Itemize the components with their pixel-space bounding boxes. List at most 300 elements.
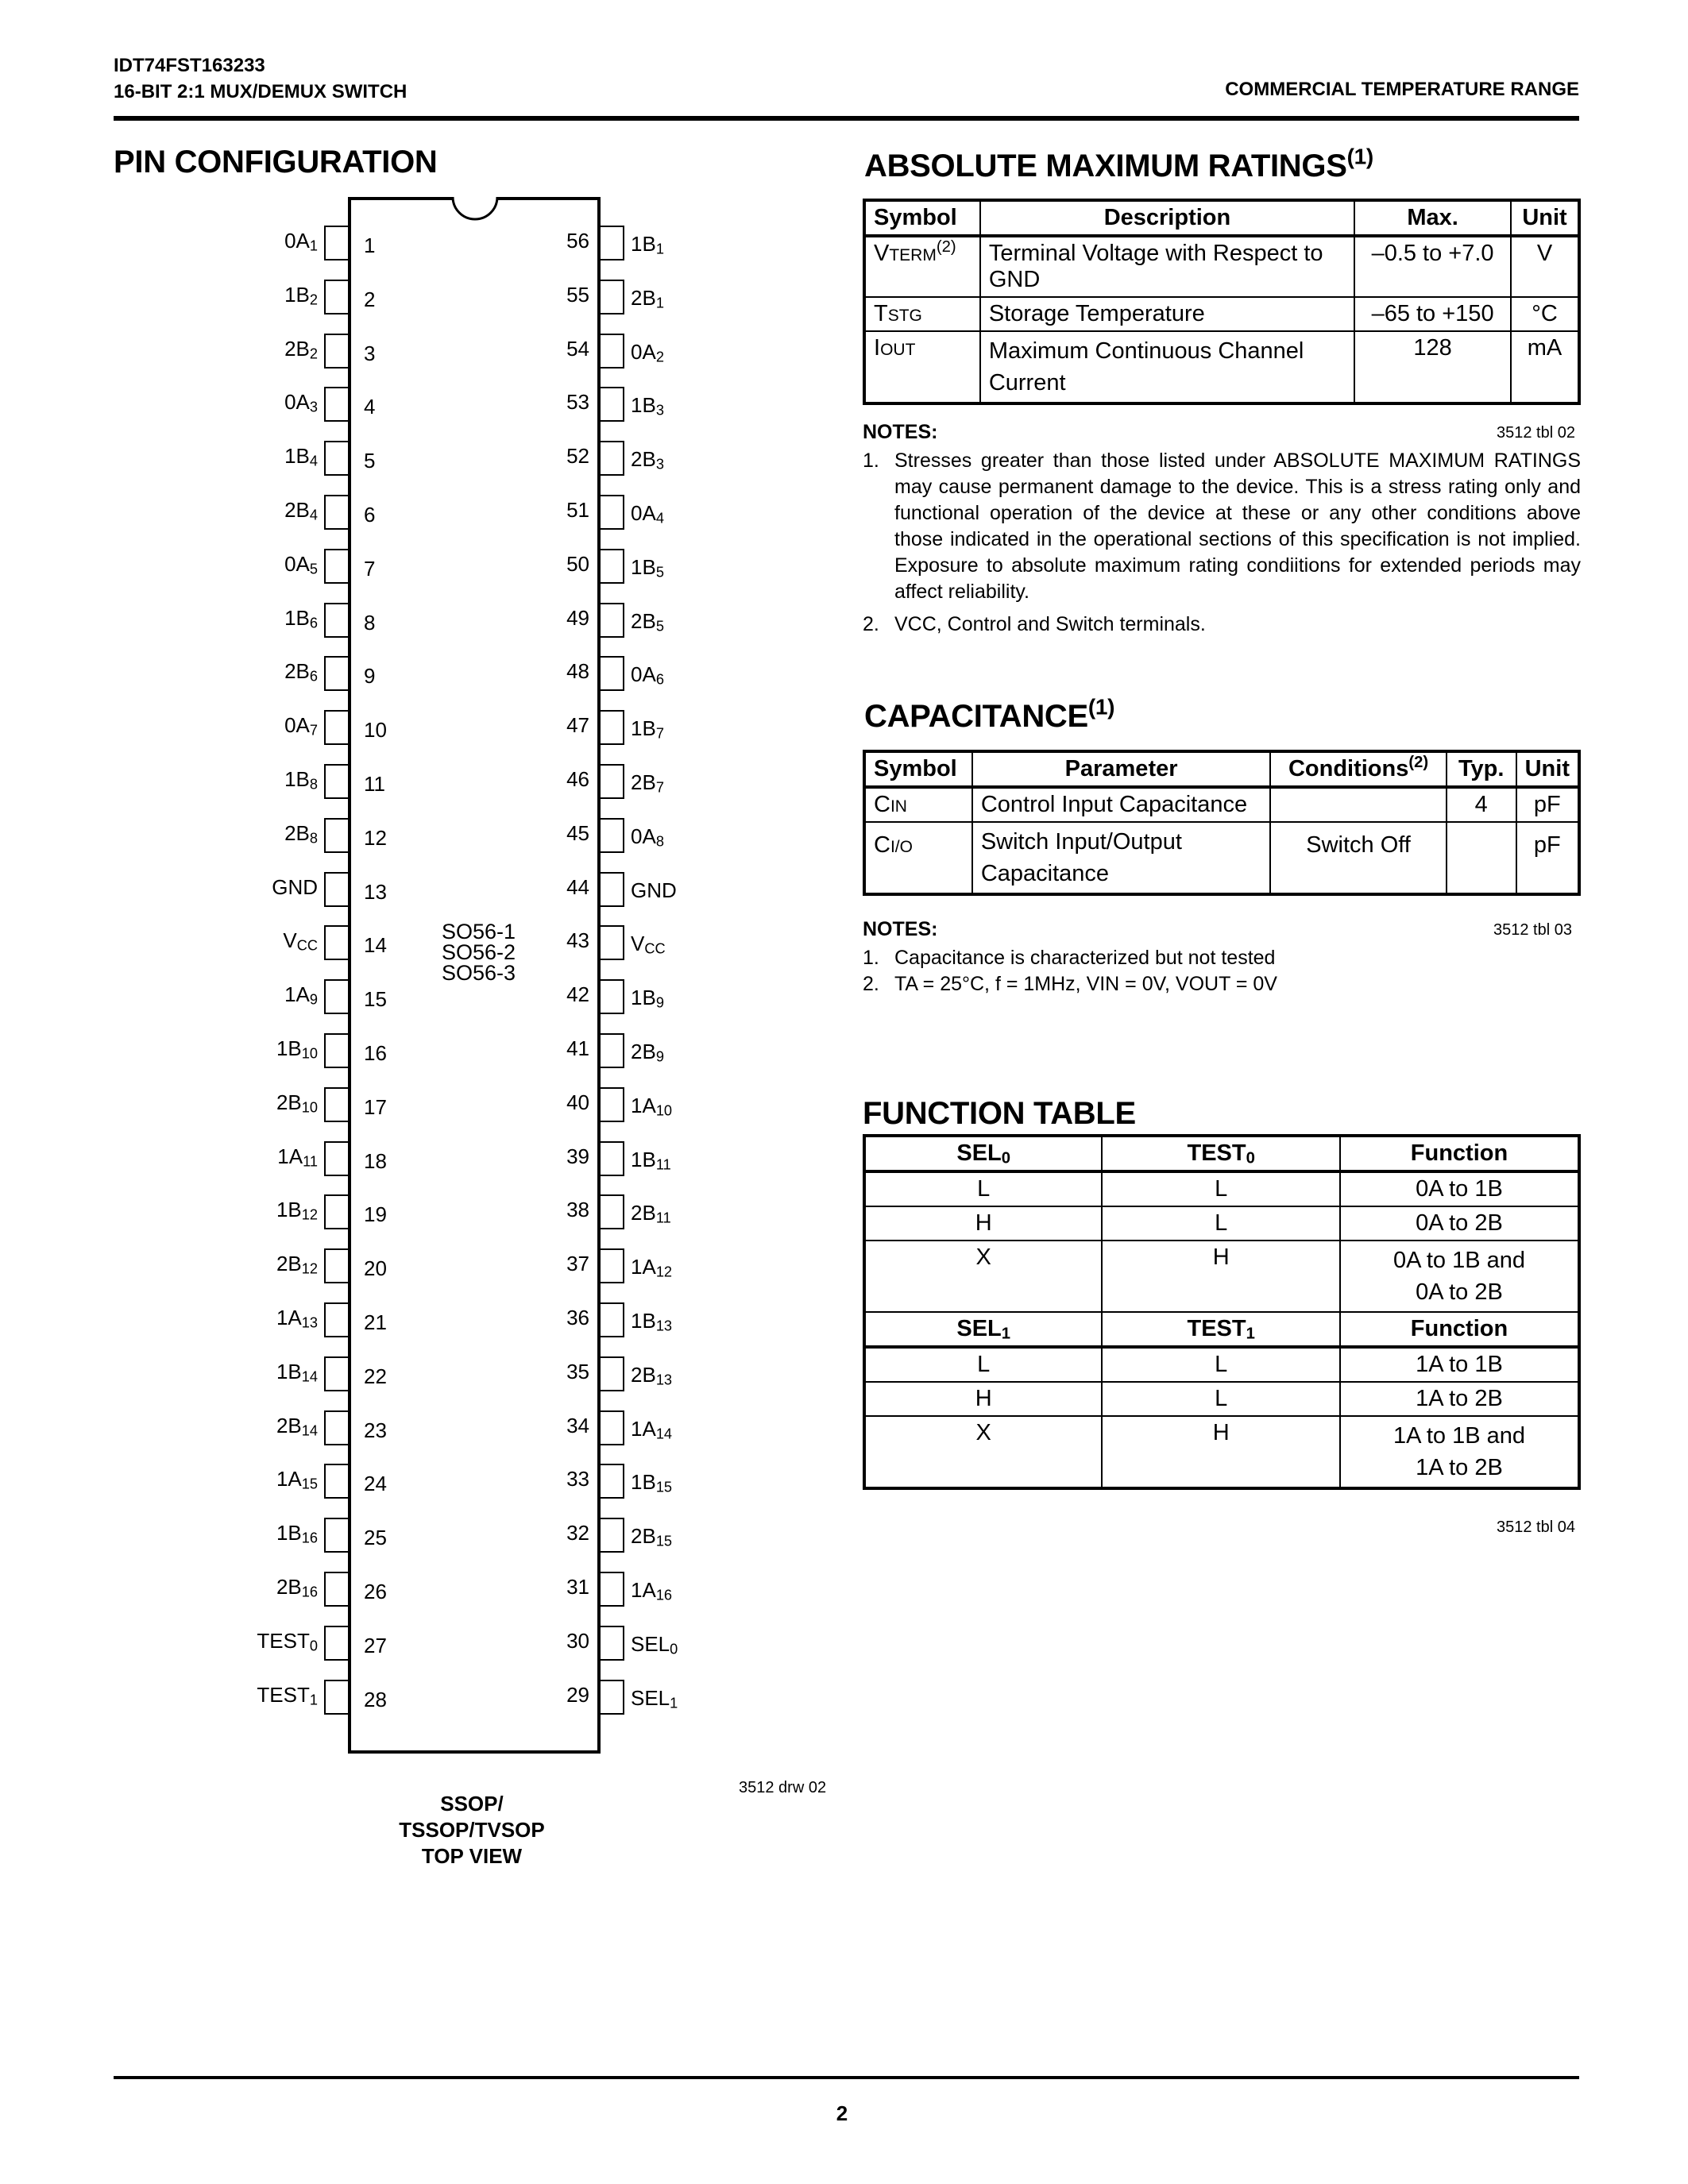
temperature-range: COMMERCIAL TEMPERATURE RANGE (1225, 79, 1579, 100)
pin-label-right (631, 1417, 672, 1441)
pin-name: 1A (631, 1255, 656, 1279)
pin-label-left (257, 1683, 318, 1707)
h-sub: 1 (1246, 1325, 1255, 1343)
pin-subscript: CC (644, 940, 666, 957)
pin-label-right (631, 1363, 672, 1387)
pin-number: 17 (364, 1094, 387, 1119)
note-item (863, 612, 1581, 638)
pin-name: 1B (631, 554, 656, 579)
note-number: 1. (863, 450, 879, 472)
pin-name: 1A (631, 1093, 656, 1117)
table-row (864, 787, 1579, 822)
col-header: Function (1340, 1136, 1579, 1171)
pin-number: 50 (566, 551, 589, 576)
table-row (864, 1241, 1579, 1312)
pin-number: 18 (364, 1148, 387, 1173)
pin-label-right (631, 716, 664, 741)
parameter-cell: Control Input Capacitance (972, 787, 1271, 822)
sym-sub: IN (890, 797, 907, 816)
pin-number: 42 (566, 982, 589, 1007)
pin-lead (601, 1680, 624, 1715)
page-number: 2 (836, 2101, 848, 2125)
conditions-label: Conditions (1288, 756, 1409, 781)
pin-lead (324, 1087, 348, 1122)
max-cell: 128 (1354, 331, 1511, 403)
pin-number: 24 (364, 1472, 387, 1496)
pin-subscript: CC (296, 937, 318, 954)
pin-name: 2B (276, 1090, 302, 1114)
pin-lead (324, 280, 348, 314)
pin-label-left (276, 1575, 318, 1599)
pin-subscript: 14 (655, 1425, 673, 1441)
pin-name: 1B (276, 1359, 302, 1383)
pin-subscript: 6 (655, 671, 664, 688)
function-cell: 0A to 2B (1340, 1206, 1579, 1241)
pin-subscript: 8 (655, 833, 664, 850)
pin-subscript: 15 (655, 1533, 673, 1549)
pin-subscript: 15 (655, 1479, 673, 1495)
pin-name: TEST (257, 1682, 310, 1707)
pin-label-left (284, 283, 318, 307)
abs-max-title-text: ABSOLUTE MAXIMUM RATINGS (864, 149, 1347, 183)
pin-subscript: 13 (655, 1372, 673, 1388)
symbol-cell (864, 822, 972, 894)
sym: I (874, 335, 881, 361)
pin-subscript: 11 (303, 1152, 318, 1169)
view-line: TOP VIEW (421, 1844, 523, 1868)
pin-label-right (631, 1094, 672, 1118)
pin-lead (324, 387, 348, 422)
pin-name: 2B (631, 1362, 656, 1387)
pin-label-right (631, 932, 666, 956)
description-cell: Maximum Continuous Channel Current (980, 331, 1354, 403)
pin-number: 31 (566, 1575, 589, 1599)
pin-name: 1B (284, 767, 310, 791)
pin-number: 30 (566, 1628, 589, 1653)
pin-label-left (276, 1306, 318, 1330)
package-code: SO56-1 (442, 920, 516, 943)
pin-name: 1B (284, 282, 310, 307)
test-cell: L (1102, 1382, 1340, 1416)
pin-name: 2B (631, 447, 656, 472)
pin-subscript: 16 (301, 1530, 318, 1546)
h-text: TEST (1187, 1316, 1246, 1341)
pin-name: 0A (631, 339, 656, 364)
pin-subscript: 2 (655, 348, 664, 365)
pin-lead (601, 1302, 624, 1337)
pin-name: 1B (284, 605, 310, 630)
pin-number: 1 (364, 233, 376, 257)
conditions-cell (1270, 787, 1446, 822)
abs-max-table (863, 199, 1581, 405)
pin-lead (324, 1680, 348, 1715)
h-text: SEL (956, 1316, 1002, 1341)
pin-subscript: 7 (655, 779, 664, 796)
symbol-cell (864, 331, 980, 403)
pin-lead (324, 1464, 348, 1499)
note-text: Capacitance is characterized but not tested (894, 947, 1276, 969)
pin-label-right (631, 232, 664, 257)
pin-number: 55 (566, 282, 589, 307)
pin-name: 1B (276, 1521, 302, 1545)
col-header (1270, 751, 1446, 787)
pin-label-left (276, 1360, 318, 1384)
pin-label-left (284, 444, 318, 469)
pin-label-right (631, 1578, 672, 1603)
test-cell: L (1102, 1347, 1340, 1382)
pin-subscript: 1 (655, 241, 664, 257)
pin1-notch (451, 195, 499, 227)
abs-max-table-ref: 3512 tbl 02 (1497, 424, 1575, 442)
col-header: Description (980, 200, 1354, 236)
pin-subscript: 10 (301, 1099, 318, 1116)
pin-name: GND (272, 874, 318, 899)
pin-subscript: 11 (655, 1210, 671, 1226)
pin-label-right (631, 824, 664, 849)
test-cell: H (1102, 1241, 1340, 1312)
pin-number: 23 (364, 1418, 387, 1442)
pin-lead (601, 495, 624, 530)
pin-lead (324, 1572, 348, 1607)
pin-number: 7 (364, 556, 376, 581)
note-text: TA = 25°C, f = 1MHz, VIN = 0V, VOUT = 0V (894, 973, 1277, 995)
pin-subscript: 14 (301, 1422, 318, 1438)
pin-subscript: 2 (309, 291, 318, 308)
pin-subscript: 9 (655, 1048, 664, 1065)
pin-lead (324, 656, 348, 691)
col-header: Parameter (972, 751, 1271, 787)
pin-lead (601, 1410, 624, 1445)
col-header: Max. (1354, 200, 1511, 236)
pin-label-left (284, 498, 318, 523)
pin-number: 33 (566, 1467, 589, 1491)
pin-lead (601, 334, 624, 369)
pin-label-right (631, 1201, 671, 1225)
h-sub: 0 (1001, 1149, 1011, 1167)
h-text: TEST (1187, 1140, 1246, 1166)
typ-cell (1447, 822, 1516, 894)
pin-lead (324, 549, 348, 584)
pin-lead (601, 1087, 624, 1122)
sel-cell: X (864, 1241, 1102, 1312)
pin-number: 41 (566, 1036, 589, 1060)
pin-label-right (631, 1470, 672, 1495)
symbol-cell (864, 236, 980, 297)
pin-number: 27 (364, 1633, 387, 1657)
table-row (864, 822, 1579, 894)
pin-number: 35 (566, 1359, 589, 1383)
pin-subscript: 3 (655, 402, 664, 419)
unit-cell: pF (1516, 787, 1579, 822)
table-row (864, 1347, 1579, 1382)
pin-label-left (284, 659, 318, 684)
pin-lead (601, 1464, 624, 1499)
pin-lead (601, 441, 624, 476)
pin-label-right (631, 878, 677, 903)
table-row (864, 1206, 1579, 1241)
pin-number: 36 (566, 1306, 589, 1329)
pin-number: 11 (364, 772, 385, 796)
pin-label-right (631, 1040, 664, 1064)
package-view-label (356, 1791, 588, 1870)
pin-label-left (284, 390, 318, 415)
pin-name: 2B (276, 1252, 302, 1276)
table-header-row (864, 1136, 1579, 1171)
pin-label-left (276, 1036, 318, 1061)
note-number: 2. (863, 613, 879, 635)
pin-number: 21 (364, 1310, 387, 1334)
description-cell: Storage Temperature (980, 297, 1354, 331)
capacitance-notes-title: NOTES: (863, 918, 938, 940)
pin-label-right (631, 555, 664, 580)
sel-cell: L (864, 1171, 1102, 1206)
pin-name: 1A (276, 1467, 302, 1491)
pin-subscript: 3 (309, 399, 318, 415)
pin-number: 40 (566, 1090, 589, 1114)
description-cell: Terminal Voltage with Respect to GND (980, 236, 1354, 297)
pin-name: 1B (276, 1036, 302, 1060)
function-cell: 1A to 2B (1340, 1382, 1579, 1416)
pin-label-left (276, 1198, 318, 1222)
col-header (864, 1312, 1102, 1347)
pin-subscript: 14 (301, 1368, 318, 1385)
pin-subscript: 3 (655, 456, 664, 473)
drawing-ref: 3512 drw 02 (739, 1779, 827, 1796)
pin-lead (324, 334, 348, 369)
typ-cell: 4 (1447, 787, 1516, 822)
pin-lead (324, 925, 348, 960)
pin-lead (601, 818, 624, 853)
pin-number: 45 (566, 820, 589, 845)
sym-sub: STG (887, 307, 922, 325)
pin-subscript: 1 (670, 1694, 678, 1711)
pin-subscript: 1 (655, 295, 664, 311)
pin-name: 1B (284, 444, 310, 469)
pin-subscript: 9 (655, 994, 664, 1011)
pin-label-right (631, 1255, 672, 1279)
table-header-row (864, 1312, 1579, 1347)
col-header (1102, 1136, 1340, 1171)
col-header: Function (1340, 1312, 1579, 1347)
pin-subscript: 16 (301, 1584, 318, 1600)
pin-lead (601, 1626, 624, 1661)
sym: V (874, 241, 890, 266)
pin-label-left (276, 1467, 318, 1491)
pin-number: 46 (566, 767, 589, 791)
pin-name: 2B (284, 336, 310, 361)
pin-lead (601, 280, 624, 314)
pin-number: 16 (364, 1041, 387, 1065)
sym: T (874, 301, 888, 326)
pin-name: 2B (631, 285, 656, 310)
pin-lead (601, 710, 624, 745)
pin-number: 48 (566, 659, 589, 684)
pin-subscript: 5 (655, 617, 664, 634)
pin-name: SEL (631, 1631, 670, 1656)
parameter-cell: Switch Input/Output Capacitance (972, 822, 1271, 894)
note-number: 2. (863, 973, 879, 995)
pin-number: 39 (566, 1144, 589, 1168)
note-item (863, 448, 1581, 605)
pin-lead (601, 872, 624, 907)
pin-lead (601, 603, 624, 638)
pin-subscript: 11 (655, 1156, 671, 1172)
h-sub: 0 (1246, 1149, 1255, 1167)
pin-name: 1A (631, 1578, 656, 1602)
pin-subscript: 12 (301, 1260, 318, 1277)
pin-lead (601, 549, 624, 584)
pin-name: 0A (284, 229, 310, 253)
pin-lead (324, 1302, 348, 1337)
function-table-title: FUNCTION TABLE (863, 1096, 1136, 1131)
test-cell: L (1102, 1171, 1340, 1206)
pin-label-right (631, 340, 664, 365)
sym-sup: (2) (936, 237, 956, 256)
pin-label-left (284, 552, 318, 577)
pin-label-right (631, 447, 664, 472)
function-table-ref: 3512 tbl 04 (1497, 1518, 1575, 1536)
pin-subscript: 10 (301, 1045, 318, 1062)
capacitance-title-text: CAPACITANCE (864, 699, 1088, 734)
pin-label-left (277, 1144, 318, 1169)
pin-label-left (284, 982, 318, 1007)
pin-name: 2B (284, 659, 310, 684)
pin-lead (324, 1518, 348, 1553)
pin-label-right (631, 1632, 678, 1657)
pin-label-right (631, 1309, 672, 1333)
sym-sub: TERM (889, 246, 937, 264)
function-table (863, 1134, 1581, 1490)
pin-label-right (631, 986, 664, 1010)
pin-number: 12 (364, 825, 387, 850)
pin-name: 1B (631, 986, 656, 1010)
pin-number: 4 (364, 395, 376, 419)
pin-lead (601, 925, 624, 960)
pin-lead (601, 1033, 624, 1068)
header-left (114, 52, 407, 105)
pin-lead (324, 764, 348, 799)
pin-number: 5 (364, 449, 376, 473)
col-header: Unit (1516, 751, 1579, 787)
abs-max-notes-title: NOTES: (863, 421, 938, 443)
pin-lead (324, 226, 348, 260)
pin-number: 29 (566, 1682, 589, 1707)
h-text: SEL (956, 1140, 1002, 1166)
pin-lead (601, 387, 624, 422)
sel-cell: X (864, 1416, 1102, 1488)
pin-name: 2B (631, 1201, 656, 1225)
pin-number: 6 (364, 503, 376, 527)
pin-subscript: 15 (301, 1476, 318, 1492)
pin-label-left (284, 713, 318, 738)
pin-number: 19 (364, 1202, 387, 1227)
pin-label-left (276, 1521, 318, 1545)
pin-subscript: 0 (670, 1641, 678, 1657)
package-codes (442, 921, 516, 983)
pin-label-right (631, 1524, 672, 1549)
pin-label-right (631, 662, 664, 687)
table-row (864, 1382, 1579, 1416)
max-cell: –0.5 to +7.0 (1354, 236, 1511, 297)
table-header-row (864, 751, 1579, 787)
pin-name: 1B (276, 1198, 302, 1222)
note-number: 1. (863, 947, 879, 969)
unit-cell: pF (1516, 822, 1579, 894)
pin-subscript: 5 (309, 561, 318, 577)
capacitance-title-sup: (1) (1087, 694, 1115, 720)
pin-name: 1B (631, 1470, 656, 1495)
pin-subscript: 8 (309, 830, 318, 847)
col-header (1102, 1312, 1340, 1347)
pin-number: 49 (566, 605, 589, 630)
table-row (864, 1416, 1579, 1488)
pin-lead (324, 872, 348, 907)
pin-name: V (283, 928, 297, 953)
pin-lead (601, 1518, 624, 1553)
pin-name: 2B (631, 1524, 656, 1549)
pin-subscript: 10 (655, 1102, 673, 1119)
pin-label-left (284, 821, 318, 846)
pin-number: 43 (566, 928, 589, 953)
pin-name: 0A (631, 662, 656, 687)
pin-number: 28 (364, 1687, 387, 1711)
header-rule (114, 116, 1579, 121)
sym-sub: OUT (880, 341, 916, 359)
pin-number: 32 (566, 1521, 589, 1545)
sym-sub: I/O (890, 838, 913, 856)
pin-name: 0A (284, 390, 310, 415)
h-sub: 1 (1001, 1325, 1011, 1343)
unit-cell: °C (1511, 297, 1579, 331)
capacitance-notes (863, 945, 1581, 997)
pin-number: 25 (364, 1526, 387, 1550)
device-title: 16-BIT 2:1 MUX/DEMUX SWITCH (114, 81, 408, 102)
pin-label-right (631, 609, 664, 634)
pin-label-left (276, 1414, 318, 1438)
sym: C (874, 832, 890, 858)
capacitance-title (864, 694, 1115, 735)
pin-number: 44 (566, 874, 589, 899)
pin-number: 8 (364, 610, 376, 635)
sel-cell: H (864, 1382, 1102, 1416)
pin-number: 20 (364, 1256, 387, 1281)
pin-number: 51 (566, 498, 589, 522)
pin-subscript: 16 (655, 1587, 673, 1603)
pin-lead (324, 1410, 348, 1445)
pin-label-right (631, 393, 664, 418)
note-item (863, 945, 1581, 971)
pin-number: 34 (566, 1413, 589, 1437)
pin-number: 56 (566, 229, 589, 253)
pin-number: 13 (364, 879, 387, 904)
note-text: VCC, Control and Switch terminals. (894, 613, 1206, 635)
pin-name: TEST (257, 1628, 310, 1653)
table-row (864, 236, 1579, 297)
pin-name: 1B (631, 716, 656, 741)
function-cell: 1A to 1B (1340, 1347, 1579, 1382)
pin-subscript: 12 (301, 1206, 318, 1223)
footer-rule (114, 2076, 1579, 2079)
pin-lead (601, 1356, 624, 1391)
pin-number: 26 (364, 1580, 387, 1603)
table-header-row (864, 200, 1579, 236)
pin-subscript: 13 (301, 1314, 318, 1331)
pin-label-left (276, 1252, 318, 1276)
pin-subscript: 7 (309, 722, 318, 739)
pin-subscript: 4 (655, 510, 664, 527)
abs-max-title-sup: (1) (1346, 144, 1373, 169)
pin-lead (324, 603, 348, 638)
